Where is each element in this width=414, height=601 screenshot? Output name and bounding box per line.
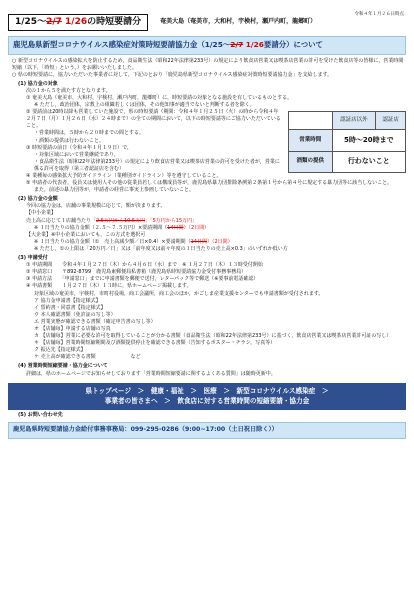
contact-label: 鹿児島県時短要請協力金給付事務事務局： (13, 425, 131, 433)
list-bullet: ・対象区域において営業継続であり， (34, 151, 120, 158)
list-item: ④ 業種毎の感染拡大予防ガイドライン（業種別ガイドライン）等を遵守していること。 (26, 173, 222, 180)
list-item: ④ 申請書類 １月２７日（木）１３時に，県ホームページ掲載します。 (26, 283, 192, 290)
table-row-label: 酒類の提供 (289, 151, 333, 172)
list-item: ② 要請前は20時以降も営業していた施設で，県の時短要請（期間：令和４年１月２５日（火）の時から令和４年 (26, 109, 279, 116)
amount-line: 売上高に応じて１店舗当たり「2.5万円から10.5万円」「5万円から15万円」 (26, 217, 198, 224)
section-text: 詳細は，県のホームページでお知らせしております「営業時間短縮要請に関するよくある質問」は随時更新中。 (26, 370, 276, 377)
tag-new-date: 1/26 (65, 17, 88, 27)
table-row-label: 営業時間 (289, 130, 333, 151)
title-part1: 鹿児島県新型コロナウイルス感染症対策時短要請協力金（1/25～ (13, 40, 231, 49)
list-note: また，前述の暴力団等が，申請者の経営に事実上参画していないこと。 (34, 187, 195, 194)
list-note: 対象区域の奄美市，宇検村，市町村役場，商工会議所，商工会のほか，かごしま産業支援センターでも申請書類が受付されます。 (34, 290, 324, 297)
requirement-text (8, 109, 282, 173)
list-bullet: ・酒類の提供は行わないこと。 (34, 137, 105, 144)
document-item: エ 営業実態が確認できる書類（確定申告書の写し等） (34, 318, 156, 325)
section-amount (8, 196, 406, 253)
contact-phone[interactable]: 099-295-0286（9:00~17:00（土日祝日除く）） (130, 425, 278, 433)
list-bullet: ・食品衛生法（昭和22年法律第233号）の規定により飲食店営業又は喫茶店営業の許可を受けた者が，営業に係る許可を取得（第三者認証店を含む） (34, 158, 280, 172)
list-item: ① 申請期間 令和４年１月２７日（木）から４月６日（水）まで ※ １月２７日（木）１３時受付開始 (26, 262, 263, 269)
title-new-date: 1/26 (243, 40, 264, 49)
list-item: ③ 申請方法 「申請窓口」までに申請書類を郵便で送付，レターパック等で郵送（※要事前電話確認） (26, 276, 259, 283)
header-row (8, 13, 406, 32)
requirement-block (8, 109, 406, 173)
amount-note: ※ １日当たりの協力金額（２.５～７.５万円）×要請期間（14日間）（2日間） (34, 224, 210, 231)
document-item: ウ 本人確認書類（免許証の写し等） (34, 311, 116, 318)
document-item: カ 【店舗毎】営業に必要な許可を取得していることが分かる書類（食品衛生法（昭和22年法律第233号）に基づく，飲食店営業又は喫茶店営業許可証の写し） (34, 333, 392, 340)
list-note: ※ ただし，政治団体，宗教上の組織若しくは団体，その他知事が適当でないと判断する者を除く。 (34, 102, 255, 109)
section-heading: (3) 申請受付 (18, 255, 48, 262)
table-header: 認証店以外 (332, 112, 376, 130)
intro-paragraph: ○ 新型コロナウイルスの感染拡大を防止するため，食品衛生法（昭和22年法律第233号）の規定により飲食店営業又は喫茶店営業の許可を受けた飲食店等の皆様に，営業時間短縮（以下，「時短」という。）をお願いいたしました。 (12, 57, 404, 71)
document-item: オ 【店舗毎】申請する店舗の写真 (34, 325, 111, 332)
section-heading: (4) 営業時間短縮要請・協力金について (18, 363, 108, 370)
document-item: ア 協力金申請書【指定様式】 (34, 297, 101, 304)
breadcrumb[interactable] (8, 383, 406, 410)
title-part3: 要請分）について (263, 40, 323, 49)
breadcrumb-line[interactable]: 事業者の皆さまへ ＞ 飲食店に対する営業時間の短縮要請・協力金 (104, 397, 310, 406)
list-item: ② 申請窓口 〒892-8799 鹿児島東郵便局私書箱（鹿児島県時短要請協力金受付事務事務局） (26, 269, 247, 276)
table-header: 認証店 (376, 112, 406, 130)
target-area: 奄美大島（奄美市，大和村，宇検村，瀬戸内町，龍郷町） (160, 18, 317, 26)
section-lead: 今回の協力金は，店舗の事業規模に応じて，額が決まります。 (26, 203, 166, 210)
intro-section (8, 58, 406, 79)
tag-end: の時短要請分 (87, 17, 142, 27)
document-item: ケ 売上高が確認できる書類 など (34, 354, 141, 361)
document-item: キ 【店舗毎】営業時間短縮期間及び酒類提供停止を確認できる書類（告知するポスター・チラシ，写真等） (34, 340, 276, 347)
list-item: ① 奄美大島（奄美市，大和村，宇検村，瀬戸内町，龍郷町）に，時短要請の対象となる施設を有しているものとする。 (26, 94, 293, 101)
document-item: イ 誓約書・同意書【指定様式】 (34, 304, 106, 311)
tag-start: 1/25～ (15, 17, 47, 27)
list-bullet: ・営業時間は，５時から２０時までの間とする。 (34, 130, 145, 137)
amount-note: ※ ただし，①の上限は「20万円／日」又は「前年度又は前々年度の１日当たりの売上高×0.3」のいずれか低い方 (34, 245, 288, 252)
intro-paragraph: ○ 県の時短要請に，協力いただいた事業者に対して，下記のとおり「鹿児島県新型コロナウイルス感染症対策時短要請協力金」を支給します。 (12, 71, 333, 78)
title-struck-date: 2/7 (230, 40, 244, 49)
document-item: ク 振込先【指定様式】 (34, 347, 86, 354)
section-application (8, 255, 406, 361)
section-faq (8, 363, 406, 377)
subheading: 【中小企業】 (26, 210, 57, 217)
table-cell: 5時～20時まで (332, 130, 405, 151)
table-cell: 行わないこと (332, 151, 405, 172)
breadcrumb-line[interactable]: 県トップページ ＞ 健康・福祉 ＞ 医療 ＞ 新型コロナウイルス感染症 ＞ (85, 386, 329, 395)
list-item: ③ 時短要請の前日（令和４年１月１９日）で， (26, 144, 132, 151)
contact-box (8, 422, 406, 439)
page-title (8, 36, 406, 55)
requirement-table (288, 111, 406, 173)
subheading: 【大企業】※中小企業においても，この方式を選択可 (26, 231, 146, 238)
section-contact (8, 412, 406, 439)
section-lead: 次の１から５を満たす方となります。 (26, 87, 111, 94)
amount-note: ※ １日当たりの協力金額（① 売上高減少額／日×0.4）×要請期間（14日間）（2日間） (34, 238, 233, 245)
tag-struck-date: 2/7 (46, 17, 62, 27)
section-heading: (2) 協力金の金額 (18, 196, 58, 203)
date-stamp: 令和４年１月２６日時点 (354, 12, 404, 17)
list-item: ⑤ 申請者の代表者，役員又は使用人その他の従業員若しくは構成員等が，鹿児島県暴力団排除条例第２条第１号から第４号に規定する暴力団等に該当しないこと。 (26, 180, 393, 187)
list-item: ２月７日（月）１月２６日（水）２４時まで）の全ての期間において，以下の時短要請等にご協力いただいていること。 (26, 116, 281, 130)
period-tag (8, 14, 148, 31)
new-amount: 」「5万円から15万円」 (145, 217, 198, 224)
section-eligibility (8, 81, 406, 195)
section-heading: (1) 協力金の対象 (18, 80, 58, 87)
struck-amount: 2.5万円から10.5万円 (96, 217, 146, 224)
section-heading: (5) お問い合わせ先 (18, 411, 63, 418)
